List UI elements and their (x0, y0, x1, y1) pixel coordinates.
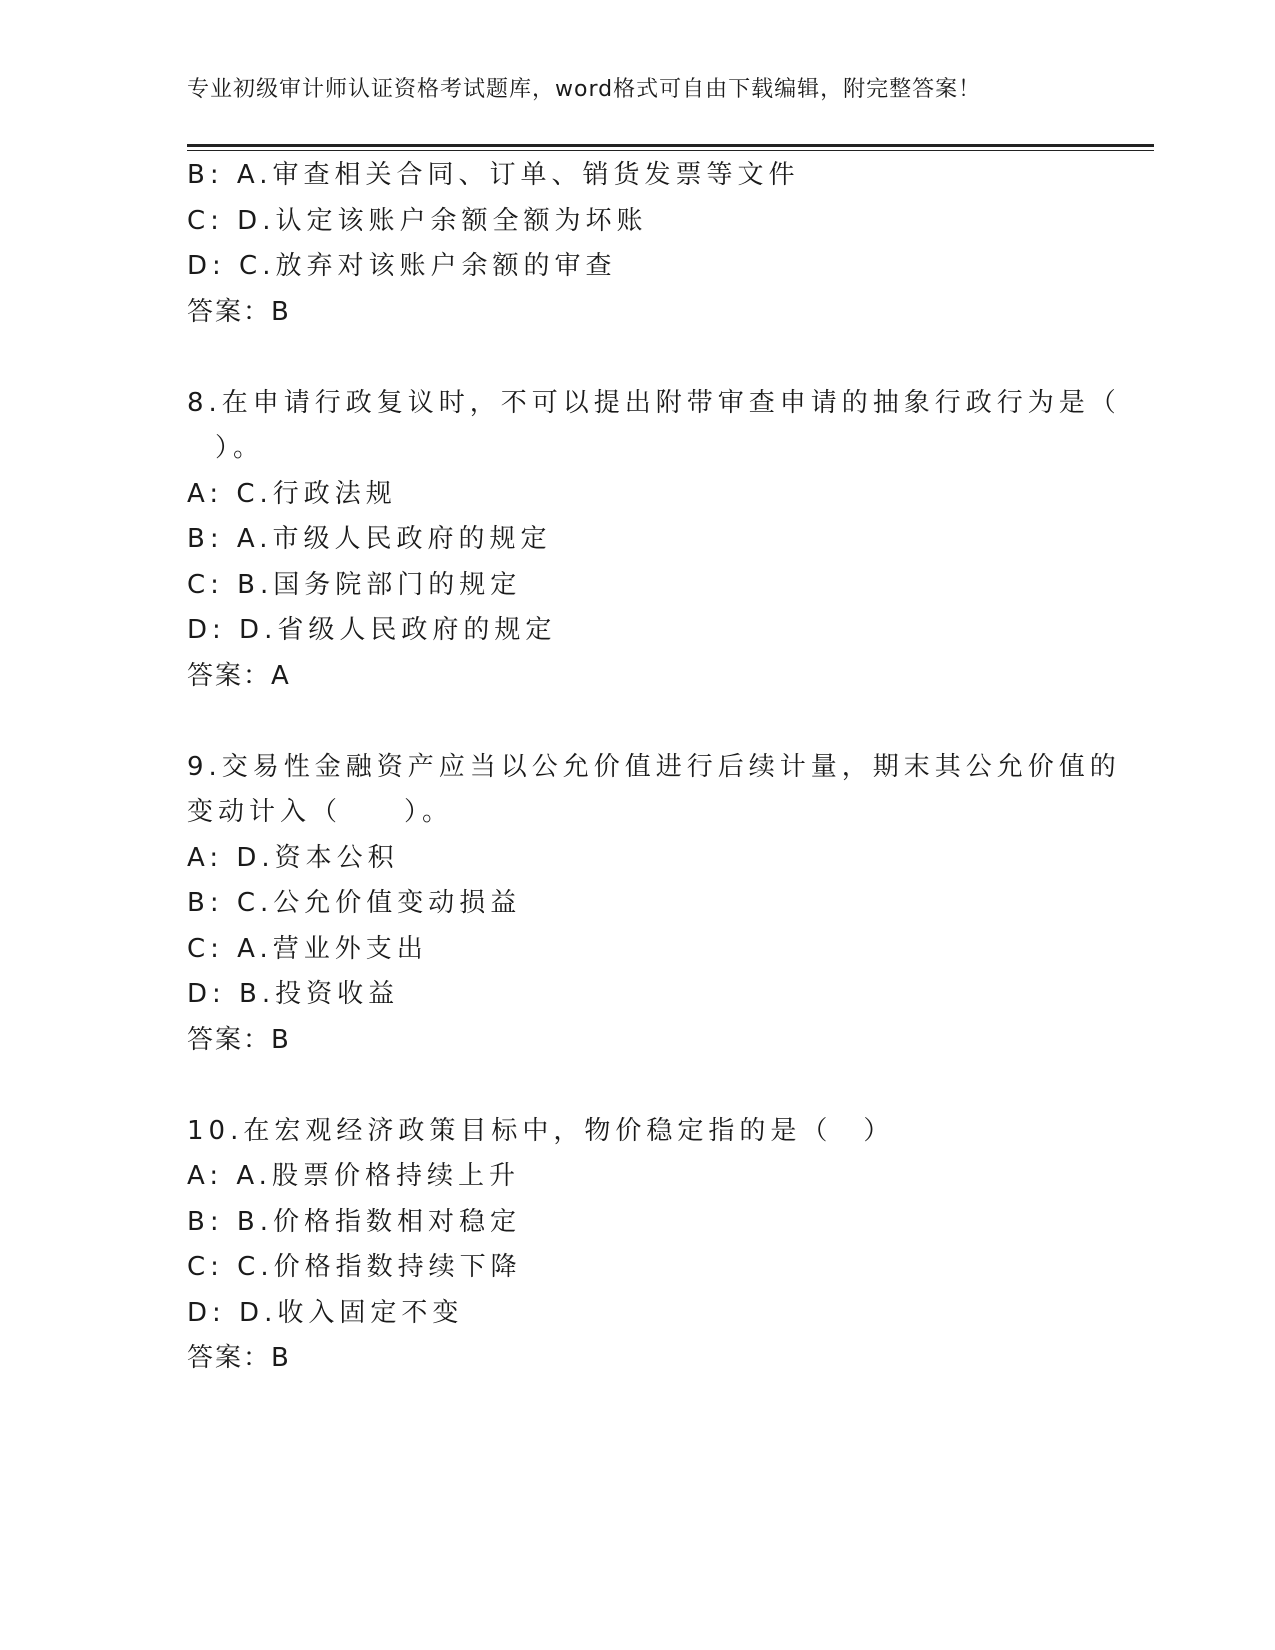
question-list (187, 153, 1121, 1382)
option-c: C: C.价格指数持续下降 (187, 1252, 522, 1282)
header-rule-thin (187, 150, 1154, 151)
answer: 答案：A (187, 660, 291, 691)
option-d: D: B.投资收益 (187, 979, 400, 1009)
option-c: C: D.认定该账户余额全额为坏账 (187, 205, 648, 236)
option-b: B: B.价格指数相对稳定 (187, 1206, 521, 1237)
option-b: B: C.公允价值变动损益 (187, 888, 522, 918)
answer: 答案：B (187, 296, 291, 327)
header-rule-thick (187, 144, 1154, 147)
option-c: C: A.营业外支出 (187, 933, 428, 964)
option-b: B: A.市级人民政府的规定 (187, 524, 552, 554)
question-stem: 10.在宏观经济政策目标中，物价稳定指的是（ ） (187, 1115, 895, 1146)
spacer (187, 699, 1087, 745)
option-a: A: C.行政法规 (187, 478, 397, 509)
option-d: D: C.放弃对该账户余额的审查 (187, 251, 617, 281)
question-stem-continued: ）。 (215, 433, 265, 463)
option-d: D: D.收入固定不变 (187, 1297, 464, 1328)
question-stem: 9.交易性金融资产应当以公允价值进行后续计量，期末其公允价值的 (187, 751, 1121, 782)
previous-question-block (187, 153, 1087, 335)
answer: 答案：B (187, 1024, 291, 1055)
spacer (187, 335, 1087, 381)
question-stem-continued: 变动计入（ ）。 (187, 797, 454, 827)
question-stem: 8.在申请行政复议时，不可以提出附带审查申请的抽象行政行为是（ (187, 387, 1121, 418)
option-d: D: D.省级人民政府的规定 (187, 615, 557, 645)
option-b: B: A.审查相关合同、订单、销货发票等文件 (187, 160, 800, 190)
question-8-block (187, 381, 1121, 700)
option-c: C: B.国务院部门的规定 (187, 569, 522, 600)
question-10-block (187, 1109, 1087, 1382)
spacer (187, 1063, 1087, 1109)
option-a: A: D.资本公积 (187, 842, 399, 873)
answer: 答案：B (187, 1343, 291, 1373)
option-a: A: A.股票价格持续上升 (187, 1161, 520, 1191)
question-9-block (187, 745, 1121, 1064)
page-header: 专业初级审计师认证资格考试题库，word格式可自由下载编辑，附完整答案！ (187, 77, 982, 102)
